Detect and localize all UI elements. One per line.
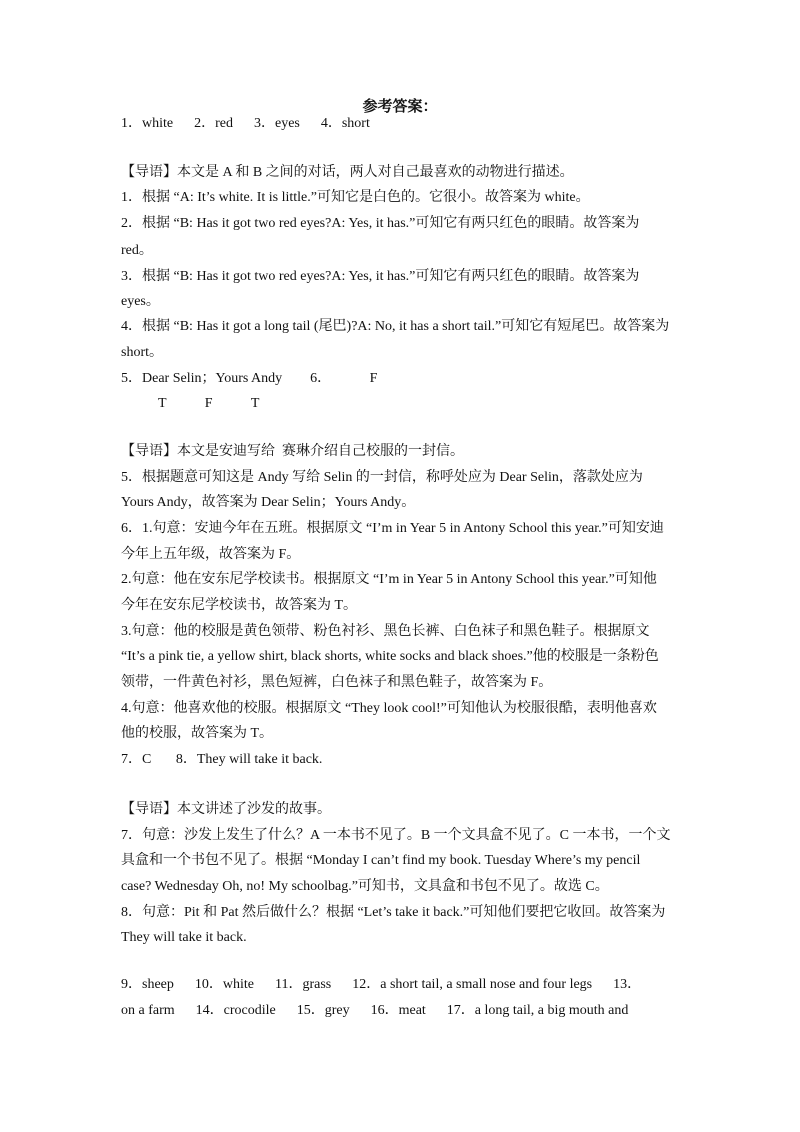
explanation-line: case? Wednesday Oh, no! My schoolbag.”可知书，文具盒和书包不见了。故选 C。 [121,879,609,894]
explanation-line: “It’s a pink tie, a yellow shirt, black shorts, white socks and black shoes.”他的校服是一条粉色 [121,649,659,664]
explanation-line: 3.句意：他的校服是黄色领带、粉色衬衫、黑色长裤、白色袜子和黑色鞋子。根据原文 [121,624,650,639]
intro-line: 【导语】本文是安迪写给 赛琳介绍自己校服的一封信。 [121,444,464,459]
intro-line: 【导语】本文是 A 和 B 之间的对话，两人对自己最喜欢的动物进行描述。 [121,165,574,180]
explanation-line: red。 [121,243,153,258]
explanation-line: 领带，一件黄色衬衫，黑色短裤，白色袜子和黑色鞋子，故答案为 F。 [121,675,553,690]
explanation-line: 8．句意：Pit 和 Pat 然后做什么？根据 “Let’s take it back.”可知他们要把它收回。故答案为 [121,905,666,920]
explanation-line: eyes。 [121,294,160,309]
explanation-line: Yours Andy，故答案为 Dear Selin；Yours Andy。 [121,495,416,510]
answer-line: 9．sheep 10．white 11．grass 12．a short tail, a small nose and four legs 13． [121,977,642,992]
explanation-line: short。 [121,345,163,360]
explanation-line: 7．句意：沙发上发生了什么？A 一本书不见了。B 一个文具盒不见了。C 一本书，一个文 [121,828,671,843]
explanation-line: 2．根据 “B: Has it got two red eyes?A: Yes, it has.”可知它有两只红色的眼睛。故答案为 [121,216,640,231]
explanation-line: 1．根据 “A: It’s white. It is little.”可知它是白色的。它很小。故答案为 white。 [121,190,590,205]
explanation-line: 他的校服，故答案为 T。 [121,726,274,741]
answer-line: 1．white 2．red 3．eyes 4．short [121,116,370,131]
explanation-line: They will take it back. [121,930,247,945]
answer-line: 7．C 8．They will take it back. [121,752,323,767]
answer-line: on a farm 14．crocodile 15．grey 16．meat 17．a long tail, a big mouth and [121,1003,629,1018]
explanation-line: 今年在安东尼学校读书，故答案为 T。 [121,598,358,613]
answer-line: 5．Dear Selin；Yours Andy 6． F [121,371,378,386]
explanation-line: 3．根据 “B: Has it got two red eyes?A: Yes, it has.”可知它有两只红色的眼睛。故答案为 [121,269,640,284]
page-title: 参考答案： [362,99,438,115]
explanation-line: 具盒和一个书包不见了。根据 “Monday I can’t find my book. Tuesday Where’s my pencil [121,853,641,868]
explanation-line: 4．根据 “B: Has it got a long tail (尾巴)?A: No, it has a short tail.”可知它有短尾巴。故答案为 [121,319,670,334]
intro-line: 【导语】本文讲述了沙发的故事。 [121,802,331,817]
explanation-line: 6．1.句意：安迪今年在五班。根据原文 “I’m in Year 5 in Antony School this year.”可知安迪 [121,521,664,536]
explanation-line: 4.句意：他喜欢他的校服。根据原文 “They look cool!”可知他认为校服很酷，表明他喜欢 [121,701,657,716]
explanation-line: 5．根据题意可知这是 Andy 写给 Selin 的一封信，称呼处应为 Dear Selin，落款处应为 [121,470,643,485]
answer-line: T F T [158,396,260,411]
explanation-line: 2.句意：他在安东尼学校读书。根据原文 “I’m in Year 5 in Antony School this year.”可知他 [121,572,657,587]
explanation-line: 今年上五年级，故答案为 F。 [121,547,301,562]
